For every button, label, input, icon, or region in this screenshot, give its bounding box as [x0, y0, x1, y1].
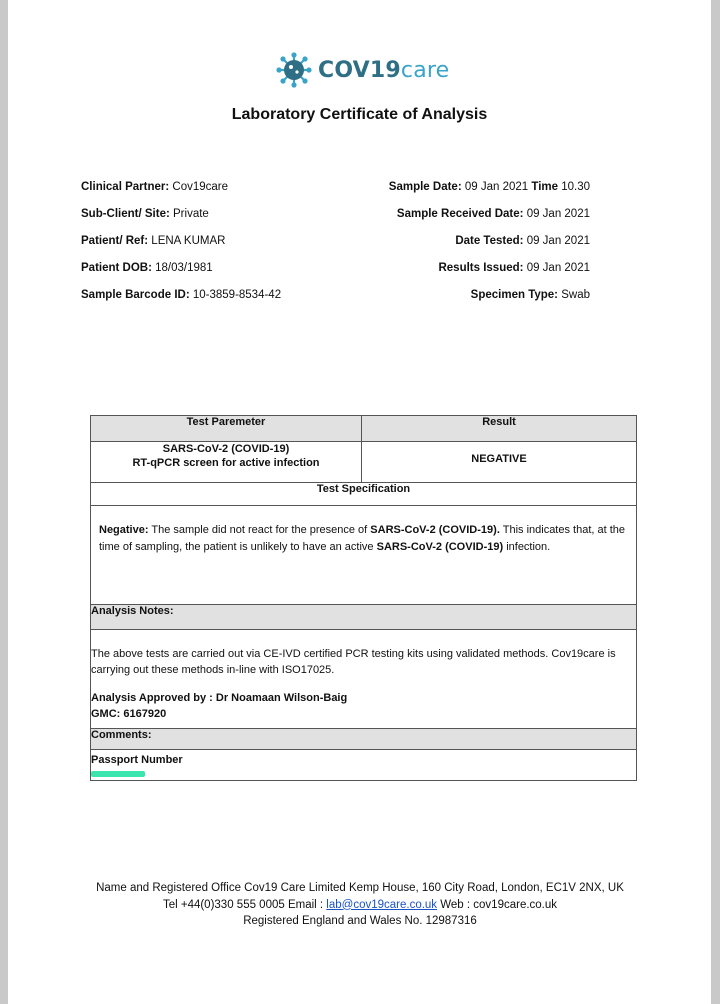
sample-date-value: 09 Jan 2021 — [464, 181, 529, 193]
sample-time-label: Time — [531, 181, 559, 193]
negative-text-2: This indicates that, at the time of sampling, the patient is unlikely to have an active — [99, 524, 626, 553]
logo-wordmark — [318, 58, 449, 83]
negative-bold-1: SARS-CoV-2 (COVID-19). — [370, 524, 500, 536]
results-issued-label: Results Issued: — [438, 262, 524, 274]
clinical-partner — [81, 180, 228, 194]
received-date-value: 09 Jan 2021 — [526, 208, 590, 220]
analysis-notes-header: Analysis Notes: — [91, 605, 637, 630]
clinical-partner-value: Cov19care — [172, 181, 229, 193]
results-table — [90, 415, 637, 781]
negative-description — [91, 506, 637, 605]
sub-client-value: Private — [173, 208, 209, 220]
negative-text-1: The sample did not react for the presence of — [148, 524, 371, 536]
patient-dob-value: 18/03/1981 — [155, 262, 213, 274]
results-row — [91, 442, 637, 483]
footer-contact — [0, 897, 720, 914]
received-date-label: Sample Received Date: — [396, 208, 524, 220]
clinical-partner-label: Clinical Partner: — [81, 181, 170, 193]
negative-text-3: infection. — [503, 541, 551, 553]
logo-light-text: care — [400, 57, 450, 83]
document-title: Laboratory Certificate of Analysis — [231, 106, 488, 123]
analysis-notes-cell — [91, 630, 637, 729]
results-issued — [438, 261, 590, 275]
test-parameter-cell — [91, 442, 362, 483]
date-tested — [455, 234, 590, 248]
approved-by — [91, 690, 636, 722]
test-specification-header: Test Specification — [91, 483, 637, 506]
specimen-type-value: Swab — [561, 289, 590, 301]
negative-bold-2: SARS-CoV-2 (COVID-19) — [376, 541, 504, 553]
negative-row — [91, 506, 637, 605]
comments-header-row — [91, 729, 637, 750]
footer-registered-office: Name and Registered Office Cov19 Care Limited Kemp House, 160 City Road, London, EC1V 2NX, UK — [96, 882, 624, 894]
results-header-row — [91, 416, 637, 442]
result-cell: NEGATIVE — [362, 442, 637, 483]
footer-web: Web : cov19care.co.uk — [437, 898, 558, 911]
negative-label: Negative: — [99, 524, 149, 536]
sample-received-date — [397, 207, 590, 221]
footer — [0, 880, 720, 930]
passport-cell — [91, 750, 637, 781]
footer-tel: Tel +44(0)330 555 0005 Email : — [162, 898, 327, 911]
analysis-header-row — [91, 605, 637, 630]
gmc-number: GMC: 6167920 — [91, 708, 167, 720]
analysis-notes-row — [91, 630, 637, 729]
date-tested-label: Date Tested: — [455, 235, 524, 247]
sample-barcode — [81, 288, 281, 302]
company-logo — [274, 52, 449, 88]
analysis-text: The above tests are carried out via CE-IVD certified PCR testing kits using validated methods. Cov19care is carrying out these methods in-line with ISO17025. — [91, 648, 616, 676]
col-result-header: Result — [362, 416, 637, 442]
param-line2: RT-qPCR screen for active infection — [132, 457, 320, 469]
comments-header: Comments: — [91, 729, 637, 750]
logo-bold-text: COV19 — [318, 57, 401, 83]
sample-date-label: Sample Date: — [388, 181, 462, 193]
patient-ref-label: Patient/ Ref: — [81, 235, 149, 247]
sample-date — [389, 180, 590, 194]
specimen-type-label: Specimen Type: — [470, 289, 559, 301]
specimen-type — [471, 288, 590, 302]
results-issued-value: 09 Jan 2021 — [526, 262, 590, 274]
sub-client-label: Sub-Client/ Site: — [81, 208, 170, 220]
redaction-mark — [91, 771, 145, 777]
patient-ref — [81, 234, 225, 248]
footer-registration: Registered England and Wales No. 12987316 — [243, 915, 477, 927]
passport-row — [91, 750, 637, 781]
certificate-page — [8, 0, 711, 1004]
footer-email-link[interactable]: lab@cov19care.co.uk — [326, 898, 438, 911]
patient-dob — [81, 261, 213, 275]
virus-icon — [274, 52, 314, 88]
sample-time-value: 10.30 — [561, 181, 590, 193]
param-line1: SARS-CoV-2 (COVID-19) — [162, 443, 290, 455]
passport-number-label: Passport Number — [91, 754, 183, 766]
approved-by-text: Analysis Approved by : Dr Noamaan Wilson-Baig — [91, 692, 348, 704]
spec-header-row — [91, 483, 637, 506]
date-tested-value: 09 Jan 2021 — [526, 235, 590, 247]
sample-barcode-label: Sample Barcode ID: — [81, 289, 190, 301]
patient-dob-label: Patient DOB: — [81, 262, 152, 274]
sample-barcode-value: 10-3859-8534-42 — [192, 289, 282, 301]
patient-ref-value: LENA KUMAR — [151, 235, 226, 247]
sub-client-site — [81, 207, 209, 221]
col-param-header: Test Paremeter — [91, 416, 362, 442]
